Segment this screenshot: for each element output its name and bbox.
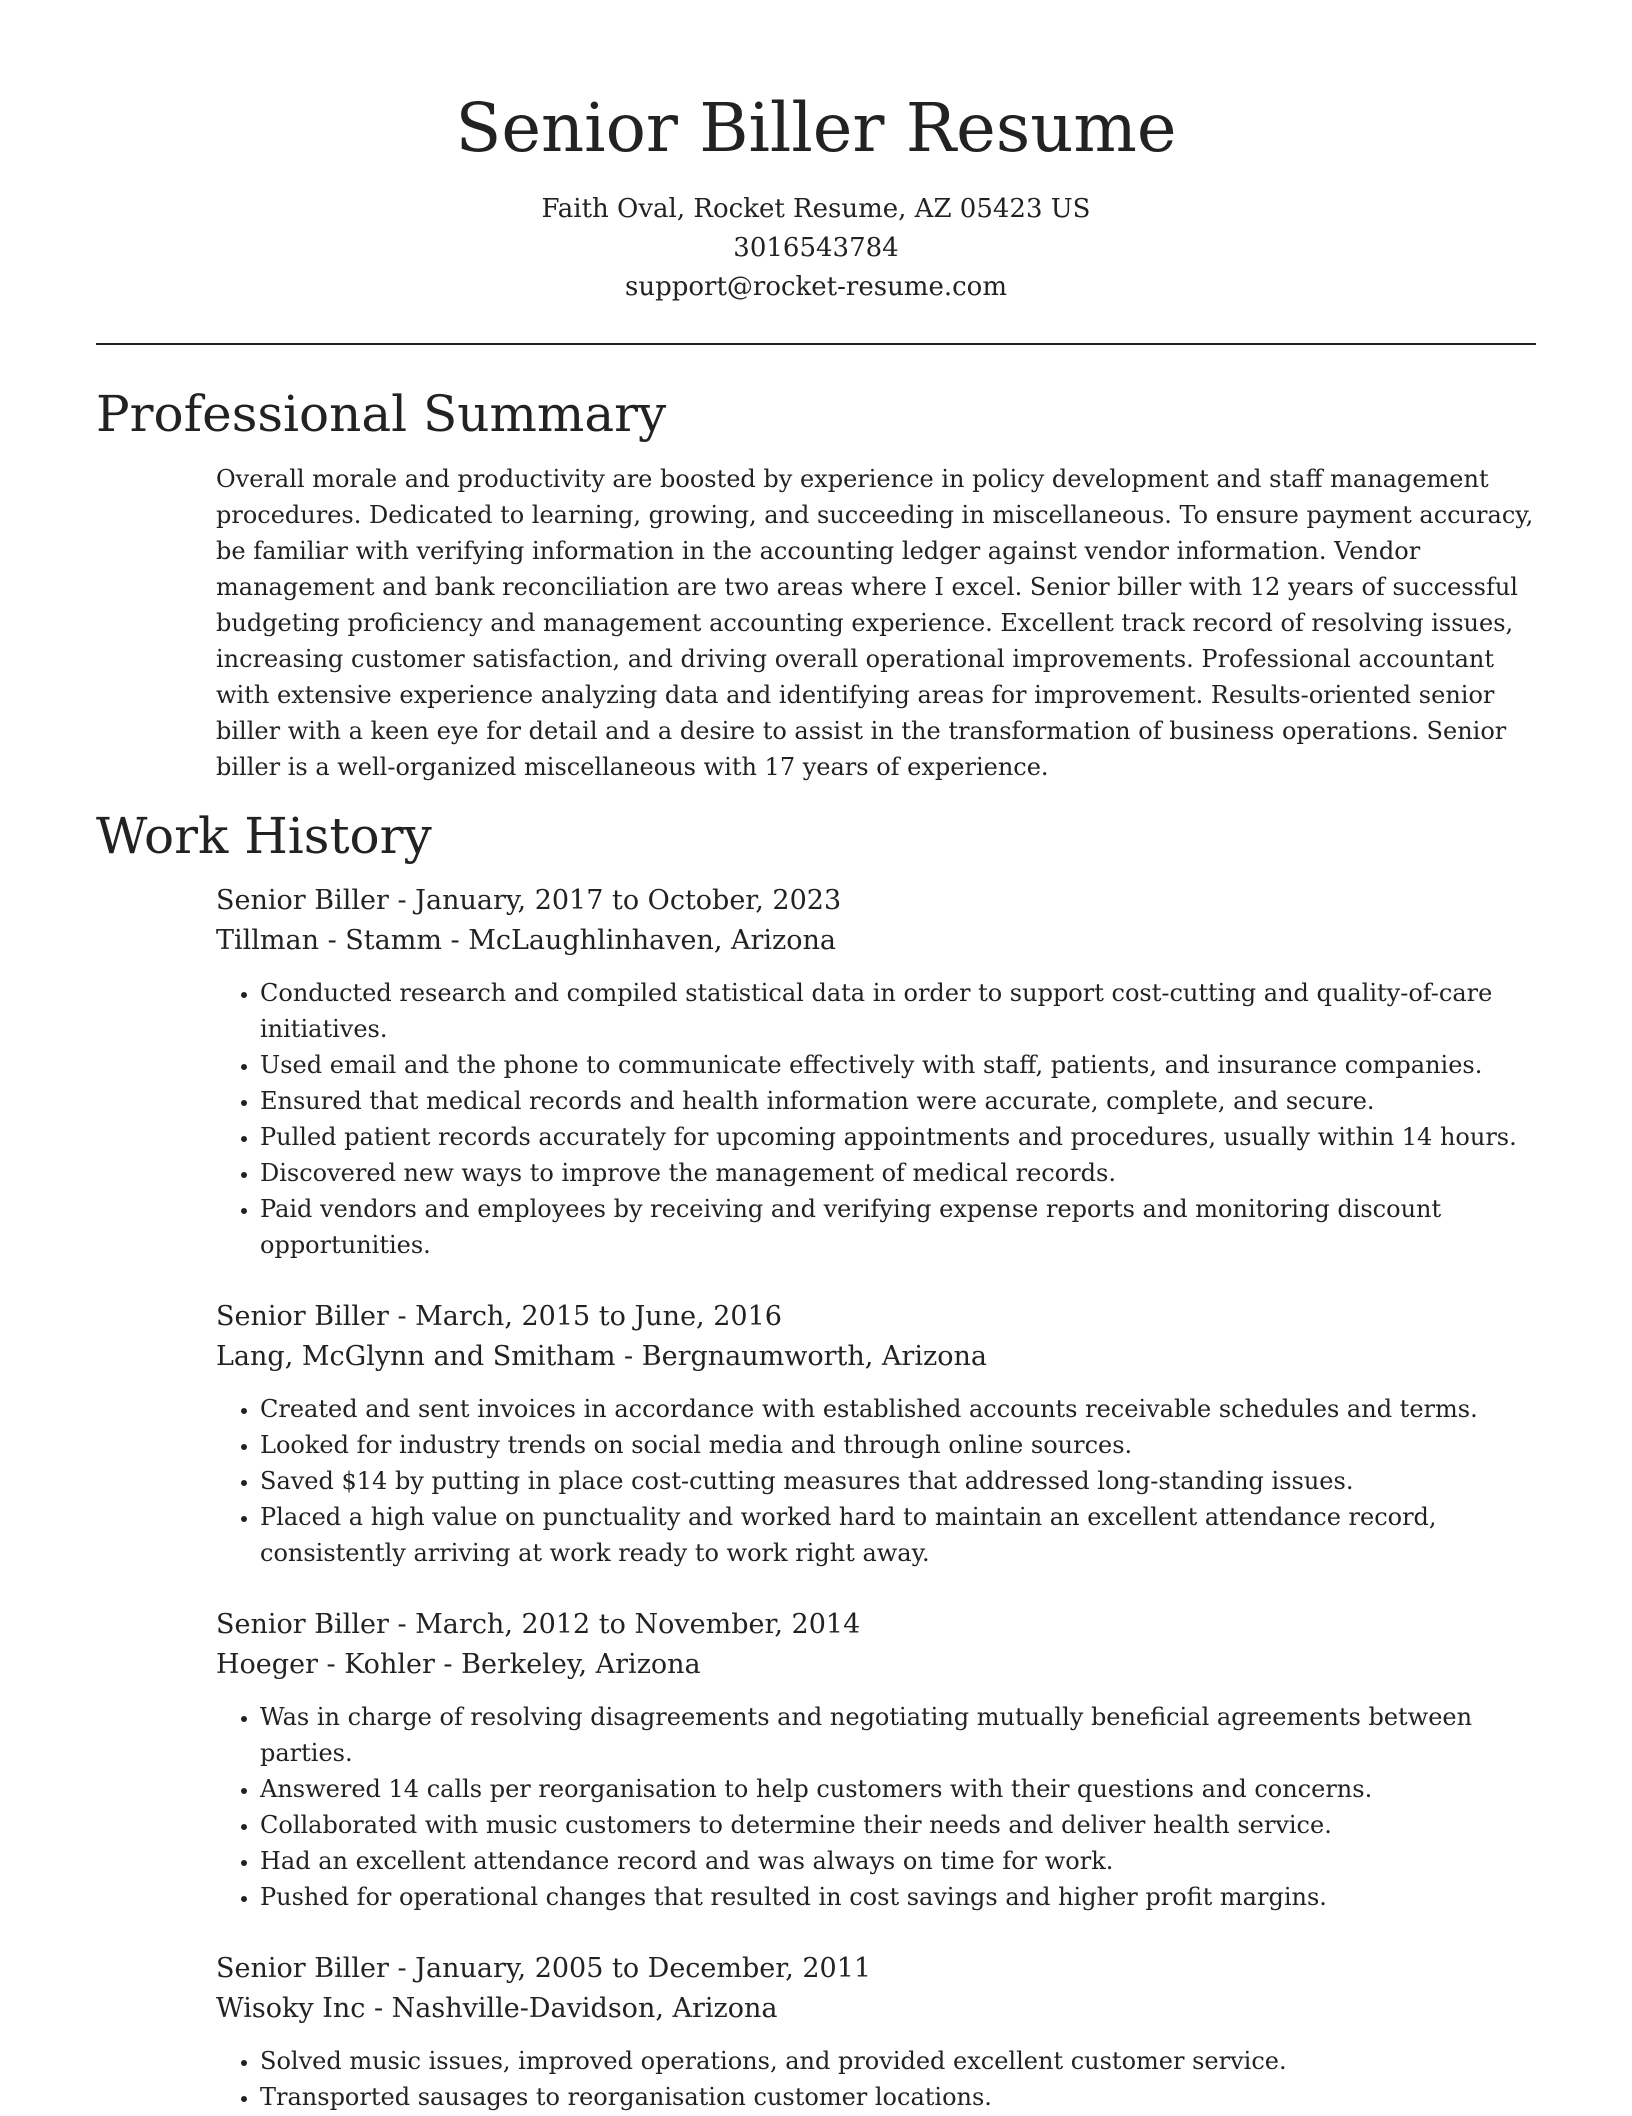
resume-page <box>96 0 1536 2115</box>
job-title-line: Senior Biller - March, 2015 to June, 2016 <box>216 1301 782 1332</box>
job-bullet: • Solved music issues, improved operations, and provided excellent customer service. <box>260 2043 1536 2079</box>
job-list <box>216 881 1536 2115</box>
job-bullet: • Transported sausages to reorganisation customer locations. <box>260 2079 1536 2115</box>
job-bullets <box>216 975 1536 1263</box>
job-entry <box>216 881 1536 1263</box>
job-bullet: • Had an excellent attendance record and was always on time for work. <box>260 1843 1536 1879</box>
job-title-line: Senior Biller - January, 2017 to October, 2023 <box>216 885 842 916</box>
job-entry <box>216 1949 1536 2115</box>
job-bullets <box>216 1391 1536 1571</box>
job-company-line: Lang, McGlynn and Smitham - Bergnaumworth, Arizona <box>216 1341 987 1372</box>
job-entry <box>216 1605 1536 1915</box>
summary-heading: Professional Summary <box>96 385 667 443</box>
job-company-line: Hoeger - Kohler - Berkeley, Arizona <box>216 1649 701 1680</box>
contact-phone: 3016543784 <box>733 233 899 263</box>
job-company-line: Wisoky Inc - Nashville-Davidson, Arizona <box>216 1993 778 2024</box>
job-title-line: Senior Biller - January, 2005 to December, 2011 <box>216 1953 872 1984</box>
header-divider <box>96 343 1536 345</box>
job-entry <box>216 1297 1536 1571</box>
job-bullet: • Pushed for operational changes that resulted in cost savings and higher profit margins. <box>260 1879 1536 1915</box>
job-bullet: • Ensured that medical records and health information were accurate, complete, and secure. <box>260 1083 1536 1119</box>
job-bullets <box>216 1699 1536 1915</box>
job-bullets <box>216 2043 1536 2115</box>
work-history-heading: Work History <box>96 807 432 865</box>
job-bullet: • Collaborated with music customers to determine their needs and deliver health service. <box>260 1807 1536 1843</box>
job-bullet: • Placed a high value on punctuality and worked hard to maintain an excellent attendance record, consistently arriving at work ready to work right away. <box>260 1499 1536 1571</box>
job-company-line: Tillman - Stamm - McLaughlinhaven, Arizona <box>216 925 837 956</box>
contact-address: Faith Oval, Rocket Resume, AZ 05423 US <box>541 194 1091 224</box>
contact-block <box>96 190 1536 307</box>
job-bullet: • Conducted research and compiled statistical data in order to support cost-cutting and quality-of-care initiatives. <box>260 975 1536 1047</box>
job-title-line: Senior Biller - March, 2012 to November, 2014 <box>216 1609 861 1640</box>
job-bullet: • Paid vendors and employees by receiving and verifying expense reports and monitoring discount opportunities. <box>260 1191 1536 1263</box>
job-bullet: • Pulled patient records accurately for upcoming appointments and procedures, usually within 14 hours. <box>260 1119 1536 1155</box>
job-bullet: • Used email and the phone to communicate effectively with staff, patients, and insurance companies. <box>260 1047 1536 1083</box>
job-bullet: • Created and sent invoices in accordance with established accounts receivable schedules and terms. <box>260 1391 1536 1427</box>
job-bullet: • Saved $14 by putting in place cost-cutting measures that addressed long-standing issues. <box>260 1463 1536 1499</box>
job-bullet: • Discovered new ways to improve the management of medical records. <box>260 1155 1536 1191</box>
contact-email: support@rocket-resume.com <box>624 272 1007 302</box>
job-bullet: • Answered 14 calls per reorganisation to help customers with their questions and concerns. <box>260 1771 1536 1807</box>
resume-title: Senior Biller Resume <box>455 89 1177 167</box>
job-bullet: • Was in charge of resolving disagreements and negotiating mutually beneficial agreements between parties. <box>260 1699 1536 1771</box>
summary-text: Overall morale and productivity are boosted by experience in policy development and staff management procedures. Dedicated to learning, growing, and succeeding in miscellaneous. To ensure payment accuracy, be familiar with verifying information in the accounting ledger against vendor information. Vendor management and bank reconciliation are two areas where I excel. Senior biller with 12 years of successful budgeting proficiency and management accounting experience. Excellent track record of resolving issues, increasing customer satisfaction, and driving overall operational improvements. Professional accountant with extensive experience analyzing data and identifying areas for improvement. Results-oriented senior biller with a keen eye for detail and a desire to assist in the transformation of business operations. Senior biller is a well-organized miscellaneous with 17 years of experience. <box>216 465 1534 781</box>
job-bullet: • Looked for industry trends on social media and through online sources. <box>260 1427 1536 1463</box>
